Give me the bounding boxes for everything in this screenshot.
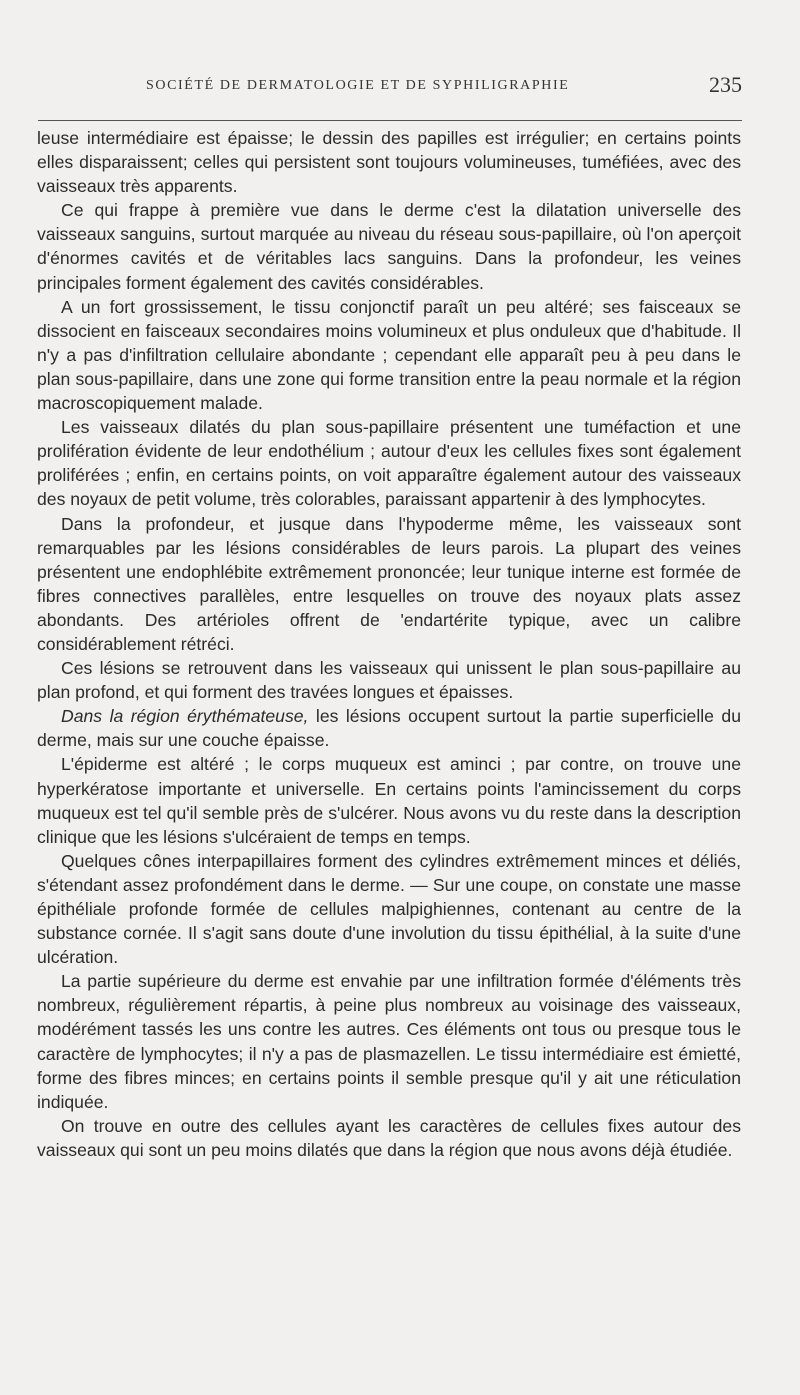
paragraph: A un fort grossissement, le tissu conjonctif paraît un peu altéré; ses faisceaux se dissocient en faisceaux secondaires moins volumineux et plus onduleux que d'habitude. Il n'y a pas d'infiltration cellulaire abondante ; cependant elle apparaît peu à peu dans le plan sous-papillaire, dans une zone qui forme transition entre la peau normale et la région macroscopiquement malade. [37,296,741,414]
italic-lead: Dans la région érythémateuse, [61,706,309,727]
paragraph-rest: les lésions occupent surtout la partie superficielle du derme, mais sur une couche épaisse. [37,706,741,751]
paragraph: Dans la profondeur, et jusque dans l'hypoderme même, les vaisseaux sont remarquables par les lésions considérables de leurs parois. La plupart des veines présentent une endophlébite extrêmement prononcée; leur tunique interne est formée de fibres connectives parallèles, entre lesquelles on trouve des noyaux plats assez abondants. Des artérioles offrent de 'endartérite typique, avec un calibre considérablement rétréci. [37,513,741,654]
page-header [38,72,742,102]
body-text [37,126,741,1162]
paragraph [37,704,741,752]
paragraph: leuse intermédiaire est épaisse; le dessin des papilles est irrégulier; en certains points elles disparaissent; celles qui persistent sont toujours volumineuses, tuméfiées, avec des vaisseaux très apparents. [37,128,741,197]
header-rule [38,120,742,121]
paragraph: Quelques cônes interpapillaires forment des cylindres extrêmement minces et déliés, s'étendant assez profondément dans le derme. — Sur une coupe, on constate une masse épithéliale profonde formée de cellules malpighiennes, contenant au centre de la substance cornée. Il s'agit sans doute d'une involution du tissu épithélial, à la suite d'une ulcération. [37,850,741,968]
running-head: SOCIÉTÉ DE DERMATOLOGIE ET DE SYPHILIGRAPHIE [146,78,570,93]
paragraph: On trouve en outre des cellules ayant les caractères de cellules fixes autour des vaisseaux qui sont un peu moins dilatés que dans la région que nous avons déjà étudiée. [37,1115,741,1160]
paragraph: L'épiderme est altéré ; le corps muqueux est aminci ; par contre, on trouve une hyperkératose importante et universelle. En certains points l'amincissement du corps muqueux est tel qu'il semble près de s'ulcérer. Nous avons vu du reste dans la description clinique que les lésions s'ulcéraient de temps en temps. [37,754,741,847]
paragraph: Ce qui frappe à première vue dans le derme c'est la dilatation universelle des vaisseaux sanguins, surtout marquée au niveau du réseau sous-papillaire, où l'on aperçoit d'énormes cavités et de véritables lacs sanguins. Dans la profondeur, les veines principales forment également des cavités considérables. [37,200,741,293]
page-number: 235 [709,72,742,97]
paragraph: La partie supérieure du derme est envahie par une infiltration formée d'éléments très nombreux, régulièrement répartis, à peine plus nombreux au voisinage des vaisseaux, modérément tassés les uns contre les autres. Ces éléments ont tous ou presque tous le caractère de lymphocytes; il n'y a pas de plasmazellen. Le tissu intermédiaire est émietté, forme des fibres minces; en certains points il semble presque qu'il y ait une réticulation indiquée. [37,971,741,1112]
paragraph: Ces lésions se retrouvent dans les vaisseaux qui unissent le plan sous-papillaire au plan profond, et qui forment des travées longues et épaisses. [37,658,741,703]
paragraph: Les vaisseaux dilatés du plan sous-papillaire présentent une tuméfaction et une prolifération évidente de leur endothélium ; autour d'eux les cellules fixes sont également proliférées ; enfin, en certains points, on voit apparaître également autour des vaisseaux des noyaux de petit volume, très colorables, paraissant appartenir à des lymphocytes. [37,417,741,510]
